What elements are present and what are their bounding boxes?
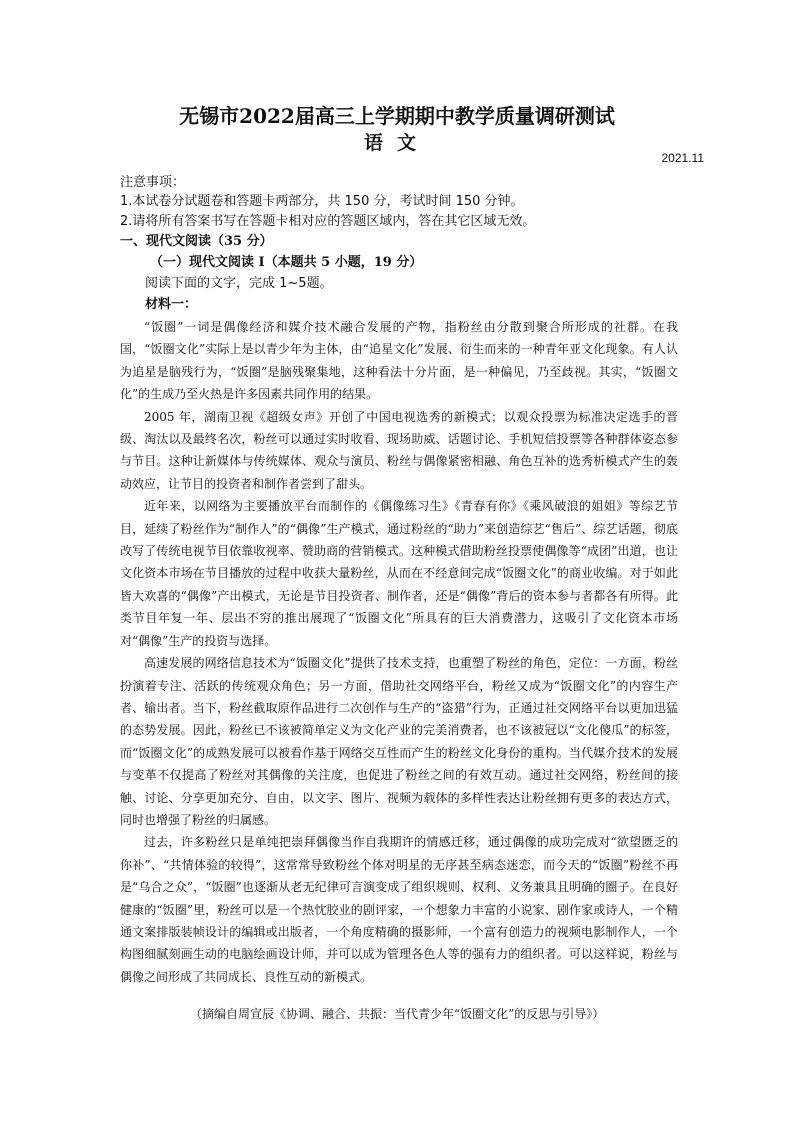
note-item: 2.请将所有答案书写在答题卡相对应的答题区域内，答在其它区域无效。	[120, 214, 536, 229]
exam-date: 2021.11	[661, 151, 704, 165]
subject-title: 语文	[363, 132, 430, 154]
paragraph: 高速发展的网络信息技术为“饭圈文化”提供了技术支持，也重塑了粉丝的角色，定位：一方面，粉丝扮演着专注、活跃的传统观众角色；另一方面，借助社交网络平台，粉丝又成为“饭圈文化”的内容生产者、输出者。当下，粉丝截取原作品进行二次创作与生产的“盗猎”行为，正通过社交网络平台以更加迅猛的态势发展。因此，粉丝已不该被简单定义为文化产业的完美消费者，也不该被冠以“文化傻瓜”的标签，而“饭圈文化”的成熟发展可以被看作基于网络交互性而产生的粉丝文化身份的重构。当代媒介技术的发展与变革不仅提高了粉丝对其偶像的关注度，也促进了粉丝之间的有效互动。通过社交网络，粉丝间的接触、讨论、分享更加充分、自由，以文字、图片、视频为载体的多样性表达让粉丝拥有更多的表达方式，同时也增强了粉丝的归属感。	[120, 656, 678, 827]
section-title: 一、现代文阅读（35 分）	[120, 234, 273, 249]
material-label: 材料一：	[145, 297, 198, 312]
paragraph: 近年来，以网络为主要播放平台而制作的《偶像练习生》《青春有你》《乘风破浪的姐姐》等综艺节目，延续了粉丝作为“制作人”的“偶像”生产模式，通过粉丝的“助力”来创造综艺“售后”、综艺话题，彻底改写了传统电视节目依靠收视率、赞助商的营销模式。这种模式借助粉丝投票使偶像等“成团”出道，也让文化资本市场在节目播放的过程中收获大量粉丝，从而在不经意间完成“饭圈文化”的商业收编。对于如此皆大欢喜的“偶像”产出模式，无论是节目投资者、制作者，还是“偶像”背后的资本参与者都各有所得。此类节目年复一年、层出不穷的推出展现了“饭圈文化”所具有的巨大消费潜力，这吸引了文化资本市场对“偶像”生产的投资与选择。	[120, 499, 678, 648]
section-subtitle: （一）现代文阅读 I（本题共 5 小题，19 分）	[150, 255, 423, 270]
article-body	[120, 316, 678, 988]
exam-title: 无锡市2022届高三上学期期中教学质量调研测试	[179, 104, 615, 128]
paragraph: 过去，许多粉丝只是单纯把崇拜偶像当作自我期许的情感迁移，通过偶像的成功完成对“欲望匮乏的你补”、“共情体验的较得”，这常常导致粉丝个体对明星的无序甚至病态迷恋，而今天的“饭圈”粉丝不再是“乌合之众”，“饭圈”也逐渐从老无纪律可言演变成了组织规则、权利、义务兼具且明确的圈子。在良好健康的“饭圈”里，粉丝可以是一个热忱胶业的剧评家，一个想象力丰富的小说家、剧作家或诗人，一个精通文案排版装帧设计的编辑或出版者，一个角度精确的摄影师，一个富有创造力的视频电影制作人，一个构图细腻刻画生动的电脑绘画设计师，并可以成为管理各色人等的强有力的组织者。可以这样说，粉丝与偶像之间形成了共同成长、良性互动的新模式。	[120, 835, 678, 984]
notes-heading: 注意事项：	[120, 175, 186, 190]
paragraph: “饭圈”一词是偶像经济和媒介技术融合发展的产物，指粉丝由分散到聚合所形成的社群。在我国，“饭圈文化”实际上是以青少年为主体，由“追星文化”发展、衍生而来的一种青年亚文化现象。有人认为追星是脑残行为，“饭圈”是脑残聚集地，这种看法十分片面，是一种偏见，乃至歧视。其实，“饭圈文化”的生成乃至火热是许多因素共同作用的结果。	[120, 320, 678, 402]
source-citation: （摘编自周宣辰《协调、融合、共振：当代青少年“饭圈文化”的反思与引导》）	[190, 1007, 605, 1021]
note-item: 1.本试卷分试题卷和答题卡两部分，共 150 分，考试时间 150 分钟。	[120, 194, 524, 209]
paragraph: 2005 年，湖南卫视《超级女声》开创了中国电视选秀的新模式；以观众投票为标准决定选手的晋级、淘汰以及最终名次，粉丝可以通过实时收看、现场助威、话题讨论、手机短信投票等各种群体姿态参与节目。这种让新媒体与传统媒体、观众与演员、粉丝与偶像紧密相融、角色互补的选秀析模式产生的轰动效应，让节目的投资者和制作者尝到了甜头。	[120, 409, 678, 491]
reading-instruction: 阅读下面的文字，完成 1~5题。	[145, 276, 333, 291]
